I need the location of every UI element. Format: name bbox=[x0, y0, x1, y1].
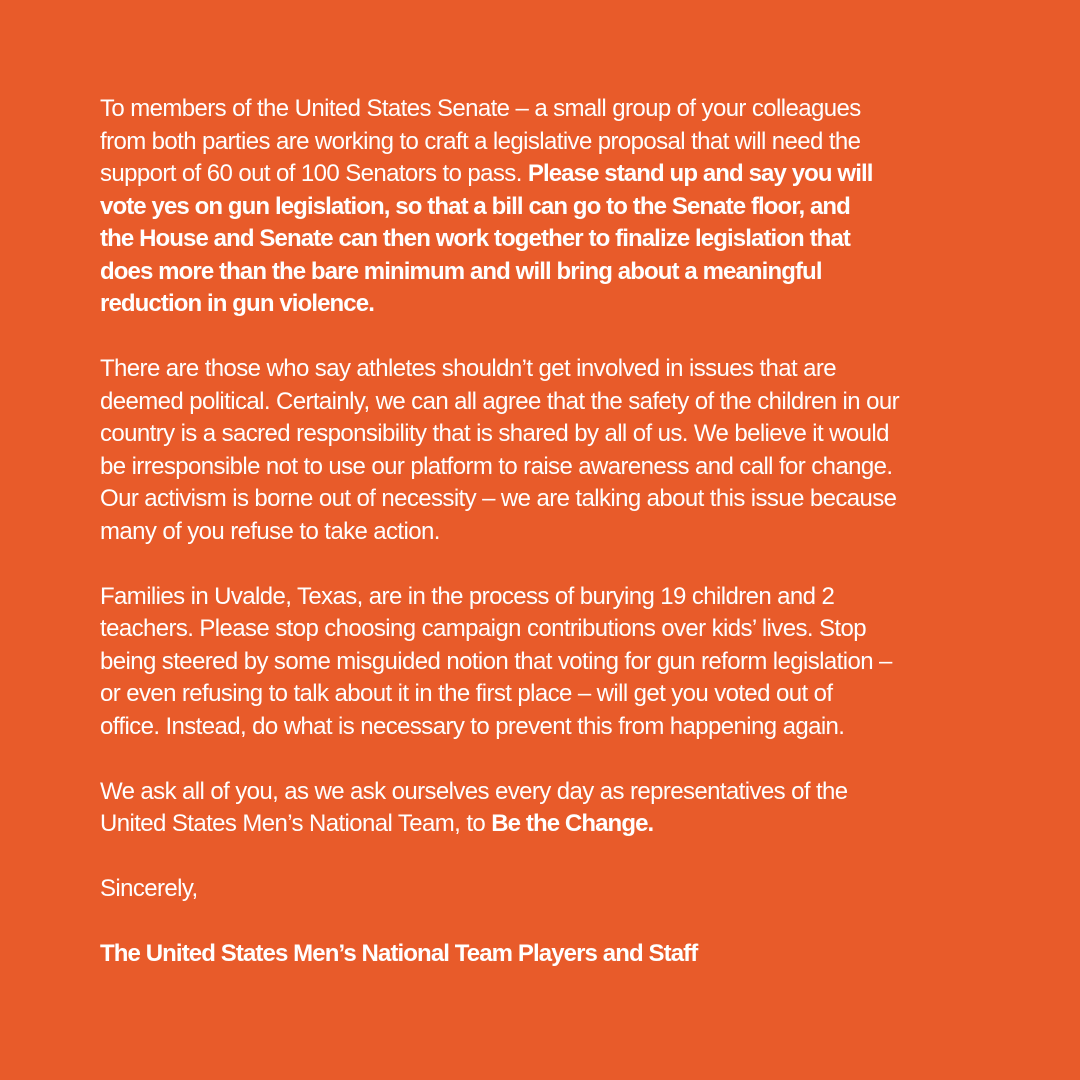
regular-text: from both parties are working to craft a legislative proposal that will need the bbox=[100, 127, 861, 155]
regular-text: or even refusing to talk about it in the first place – will get you voted out of bbox=[100, 680, 833, 707]
text-line bbox=[100, 223, 1000, 256]
regular-text: teachers. Please stop choosing campaign contributions over kids’ lives. Stop bbox=[100, 615, 866, 642]
bold-text: Please stand up and say you will bbox=[527, 160, 873, 187]
bold-text: the House and Senate can then work together to finalize legislation that bbox=[100, 225, 850, 252]
text-line bbox=[100, 776, 1000, 809]
regular-text: many of you refuse to take action. bbox=[100, 517, 440, 545]
bold-text: Be the Change. bbox=[491, 810, 654, 837]
signature bbox=[100, 938, 1000, 971]
regular-text: There are those who say athletes shouldn’t get involved in issues that are bbox=[100, 355, 837, 382]
text-line bbox=[100, 451, 1000, 484]
text-line bbox=[100, 418, 1000, 451]
text-line bbox=[100, 158, 1000, 191]
paragraph-uvalde bbox=[100, 581, 1000, 744]
text-line bbox=[100, 93, 1000, 126]
paragraph-senate-appeal bbox=[100, 93, 1000, 321]
text-line bbox=[100, 711, 1000, 744]
text-line bbox=[100, 678, 1000, 711]
bold-text: does more than the bare minimum and will bring about a meaningful bbox=[100, 257, 822, 285]
regular-text: be irresponsible not to use our platform to raise awareness and call for change. bbox=[100, 452, 893, 480]
paragraph-be-the-change bbox=[100, 776, 1000, 841]
text-line bbox=[100, 386, 1000, 419]
regular-text: support of 60 out of 100 Senators to pass. bbox=[100, 160, 528, 187]
regular-text: United States Men’s National Team, to bbox=[100, 810, 492, 837]
text-line bbox=[100, 191, 1000, 224]
paragraph-athletes bbox=[100, 353, 1000, 548]
regular-text: office. Instead, do what is necessary to prevent this from happening again. bbox=[100, 712, 845, 740]
regular-text: To members of the United States Senate – a small group of your colleagues bbox=[100, 95, 861, 122]
text-line bbox=[100, 873, 1000, 906]
text-line bbox=[100, 516, 1000, 549]
regular-text: country is a sacred responsibility that is shared by all of us. We believe it would bbox=[100, 420, 889, 447]
regular-text: Our activism is borne out of necessity – we are talking about this issue because bbox=[100, 485, 897, 512]
regular-text: Families in Uvalde, Texas, are in the process of burying 19 children and 2 bbox=[100, 582, 835, 610]
text-line bbox=[100, 483, 1000, 516]
text-line bbox=[100, 353, 1000, 386]
open-letter bbox=[100, 93, 1000, 1003]
text-line bbox=[100, 646, 1000, 679]
bold-text: The United States Men’s National Team Players and Staff bbox=[100, 940, 698, 967]
regular-text: deemed political. Certainly, we can all agree that the safety of the children in our bbox=[100, 387, 899, 415]
regular-text: Sincerely, bbox=[100, 875, 198, 902]
bold-text: reduction in gun violence. bbox=[100, 290, 374, 317]
text-line bbox=[100, 808, 1000, 841]
text-line bbox=[100, 938, 1000, 971]
text-line bbox=[100, 613, 1000, 646]
text-line bbox=[100, 126, 1000, 159]
closing-salutation bbox=[100, 873, 1000, 906]
regular-text: being steered by some misguided notion that voting for gun reform legislation – bbox=[100, 647, 892, 675]
bold-text: vote yes on gun legislation, so that a bill can go to the Senate floor, and bbox=[100, 192, 850, 220]
text-line bbox=[100, 581, 1000, 614]
text-line bbox=[100, 256, 1000, 289]
regular-text: We ask all of you, as we ask ourselves every day as representatives of the bbox=[100, 777, 848, 805]
text-line bbox=[100, 288, 1000, 321]
